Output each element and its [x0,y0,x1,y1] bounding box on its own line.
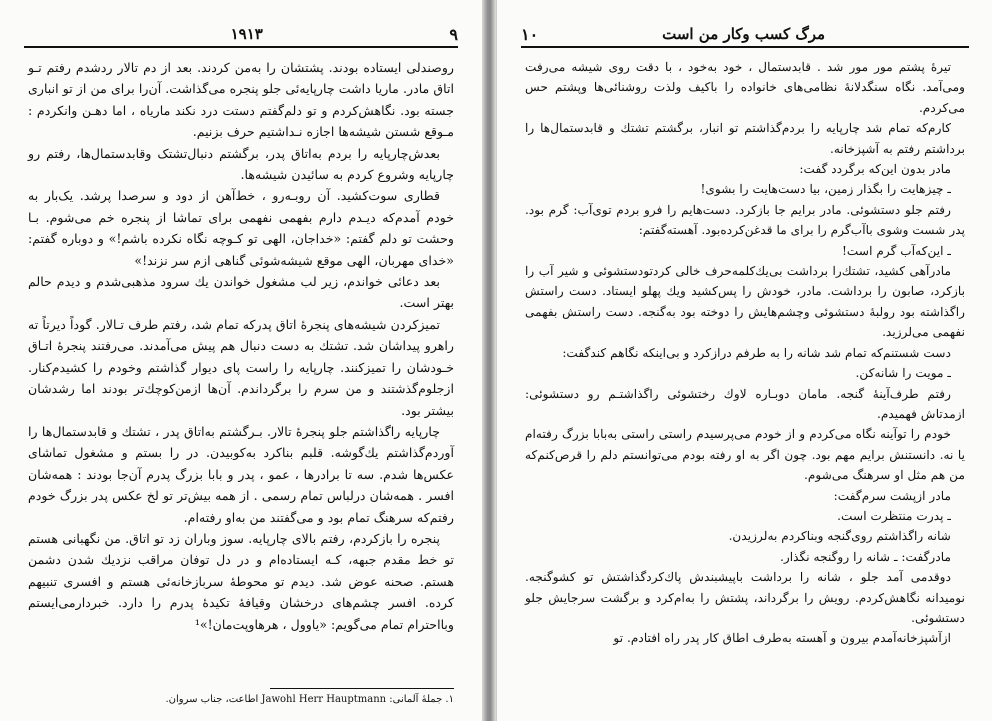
paragraph: مادر بدون این‌که برگردد گفت: [799,162,951,177]
paragraph: کارم‌که تمام شد چارپایه را بردم‌گذاشتم تو انبار، برگشتم تشتك و قابدستمال‌ها را برداشتم رفتم به آشپزخانه. [525,121,965,156]
paragraph: مادر ازپشت سرم‌گفت: [833,488,951,503]
paragraph: دست شستنم‌که تمام شد شانه را به طرفم درازکرد و بی‌اینکه نگاهم کندگفت: [562,345,951,360]
running-head: ۱۹۱۳ [230,25,263,43]
paragraph: خودم را توآینه نگاه می‌کردم و از خودم می‌پرسیدم راستی راستی به‌بابا بزرگ رفته‌ام یا نه. دانستنش برایم مهم بود. چون اگر به او رفته بودم می‌توانستم دلم را قرص‌کنم‌که من هم مثل او سرهنگ می‌شوم. [525,427,965,483]
left-page [0,0,482,721]
paragraph: دوقدمی آمد جلو ، شانه را برداشت باپیشبندش پاك‌کردگذاشتش تو کشوگنجه. نومیدانه نگاهش‌کردم. رویش را برگرداند، پشتش را به‌ام‌کرد و برگشت سرجایش جلو دستشوئی. [525,570,965,625]
paragraph: مادرآهی کشید، تشتك‌را برداشت بی‌یك‌کلمه‌حرف خالی کردتودستشوئی و شیر آب را بازکرد، صابون را برداشت. مادر، خودش را پس‌کشید ویك پهلو ایستاد. دست راستش راگذاشته بود رولبهٔ دستشوئی وچشم‌هایش را دوخته بود به‌گنجه. دست راستش بفهمی نفهمی می‌لرزید. [525,264,965,340]
paragraph: قطاری سوت‌کشید. آن روبـه‌رو ، خط‌آهن از دود و سرصدا پرشد. یک‌بار به خودم آمدم‌که دیـدم دارم بفهمی نفهمی برای تماشا از پنجره خم می‌شوم. بـا وحشت تو دلم گفتم: «خداجان، الهی تو کـوچه نگاه نکرده باشم!» و دوباره گفتم: «خدای مهربان، الهی موقع شیشه‌شوئی گناهی ازم سر نزند!» [28,188,454,268]
header-rule [24,46,458,48]
running-head: مرگ کسب وکار من است [662,25,826,43]
paragraph: چارپایه راگذاشتم جلو پنجرهٔ تالار. بـرگشتم به‌اتاق پدر ، تشتك و قابدستمال‌ها را آوردم‌گذاشتم یك‌گوشه. قلبم بناکرد به‌کوبیدن. در را بستم و مشغول تماشای عکس‌ها شدم. سه تا برادرها ، عمو ، پدر و بابا بزرگ پدرم آن‌جا بودند : همه‌شان افسر . همه‌شان درلباس تمام رسمی . از همه بیش‌تر تو لخ عکس پدر بزرگ خودم رفتم‌که سرهنگ تمام بود و می‌گفتند من به‌او رفته‌ام. [28,423,454,525]
page-number: ۹ [449,24,458,44]
paragraph: رفتم جلو دستشوئی. مادر برایم جا بازکرد. دست‌هایم را فرو بردم توی‌آب: گرم بود. پدر شست وشوی باآب‌گرم را برای ما قدغن‌کرده‌بود. آهسته‌گفتم: [525,202,965,238]
header-rule [521,46,969,48]
right-page [496,0,992,721]
left-page-header [24,24,458,44]
paragraph: پنجره را بازکردم، رفتم بالای چارپایه. سوز وباران زد تو اتاق. من نگهبانی هستم تو خط مقدم جبهه، کـه ایستاده‌ام و در دل توفان مراقب نزدیك شدن دشمن هستم. صحنه عوض شد. دیدم تو محوطهٔ سربازخانه‌ئی هستم و افسری تنبیهم کرده. افسر چشم‌های درخشان وقیافهٔ تکیده‌ٔ پدرم را دارد. خبردارمی‌ایستم وبااحترام تمام می‌گویم: «یاوول ، هرهاوپت‌مان!»¹ [28,530,454,632]
paragraph: ـ پدرت منتظرت است. [837,508,951,523]
book-gutter [482,0,496,721]
paragraph: ـ چیزهایت را بگذار زمین، بیا دست‌هایت را بشوی! [700,182,951,197]
paragraph: روصندلی ایستاده بودند. پشتشان را به‌من کردند. بعد از دم تالار ردشدم رفتم تـو اتاق مادر. ماریا داشت چارپایه‌ئی جلو پنجره می‌گذاشت. آن‌را برای من از تو انباری جسته بود. نگاهش‌کردم و تو دلم‌گفتم دستت درد نکند ماریاه ، اما دهـن وانکردم : مـوقع شستن شیشه‌ها اجازه نـداشتیم حرف بزنیم. [28,60,454,140]
footnote-rule [270,688,454,689]
right-page-header [521,24,969,44]
paragraph: تمیزکردن شیشه‌های پنجرهٔ اتاق پدرکه تمام شد، رفتم طرف تـالار. گوداً دیرتاً ته راهرو پیداشان شد. تشتك به دست دنبال هم پیش می‌آمدند. می‌رفتند پنجرهٔ اتـاق خـودشان را تمیزکنند. چارپایه را راست پای دیوار گذاشتم وخودم را کشیدم‌کنار. ازجلوم‌گذشتند و من سرم را برگرداندم. آن‌ها ازمن‌کوچك‌تر بودند اما رشدشان بیشتر بود. [28,316,454,418]
paragraph: شانه راگذاشتم روی‌گنجه وبناکردم به‌لرزیدن. [728,529,951,544]
paragraph: ازآشپزخانه‌آمدم بیرون و آهسته به‌طرف اطاق‌ کار پدر راه افتادم. تو [613,631,951,646]
right-page-body [525,57,965,649]
paragraph: ـ این‌که‌آب گرم است! [842,243,951,258]
paragraph: مادرگفت: ـ شانه را روگنجه نگذار. [780,549,951,564]
paragraph: بعدش‌چارپایه را بردم به‌اتاق پدر، برگشتم دنبال‌تشتک وقابدستمال‌ها، رفتم رو چارپایه وشروع کردم به سائیدن شیشه‌ها. [28,145,454,183]
left-page-body [28,57,454,635]
paragraph: بعد دعائی خواندم، زیر لب مشغول خواندن یك سرود مذهبی‌شدم و دیدم حالم بهتر است. [28,274,454,311]
paragraph: ـ مویت را شانه‌کن. [855,366,951,381]
page-number: ۱۰ [521,24,539,44]
footnote: ۱. جملهٔ آلمانی: Jawohl Herr Hauptmann اطاعت، جناب سروان. [165,694,454,705]
paragraph: تیرهٔ پشتم مور مور شد . قابدستمال ، خود به‌خود ، با دقت روی شیشه می‌رفت ومی‌آمد. نگاه سنگدلانهٔ نظامی‌های خانواده را باکیف ولذت روشنائی‌ها وپشتم حس می‌کردم. [525,60,965,115]
paragraph: رفتم طرف‌آینهٔ گنجه. مامان دوبـاره لاوك رختشوئی راگذاشتـم رو دستشوئی: ازمدتاش فهمیدم. [525,386,965,421]
